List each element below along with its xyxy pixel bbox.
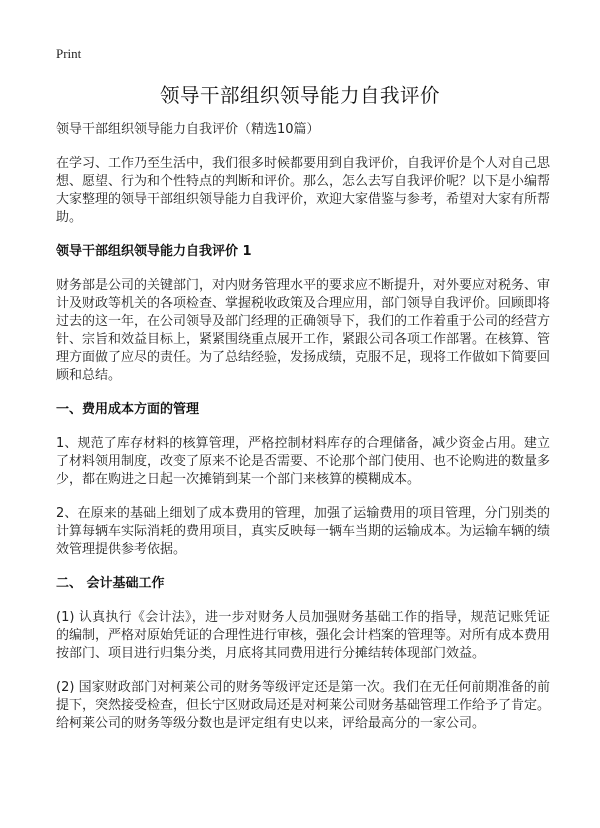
cost-item-1: 1、规范了库存材料的核算管理，严格控制材料库存的合理储备，减少资金占用。建立了材料领用制度，改变了原来不论是否需要、不论那个部门使用、也不论购进的数量多少，都在购进之日起一次摊销到某一个部门来核算的模糊成本。 <box>56 436 551 487</box>
accounting-item-1: (1) 认真执行《会计法》，进一步对财务人员加强财务基础工作的指导，规范记账凭证的编制，严格对原始凭证的合理性进行审核，强化会计档案的管理等。对所有成本费用按部门、项目进行归集分类，月底将其同费用进行分摊结转体现部门效益。 <box>56 610 551 661</box>
document-subtitle: 领导干部组织领导能力自我评价（精选10篇） <box>56 122 320 137</box>
section-heading-cost: 一、费用成本方面的管理 <box>56 402 200 417</box>
article-paragraph: 财务部是公司的关键部门，对内财务管理水平的要求应不断提升，对外要应对税务、审计及财政等机关的各项检查、掌握税收政策及合理应用，部门领导自我评价。回顾即将过去的这一年，在公司领导及部门经理的正确领导下，我们的工作着重于公司的经营方针、宗旨和效益目标上，紧紧围绕重点展开工作，紧跟公司各项工作部署。在核算、管理方面做了应尽的责任。为了总结经验，发扬成绩，克服不足，现将工作做如下简要回顾和总结。 <box>56 278 551 383</box>
accounting-item-2: (2) 国家财政部门对柯莱公司的财务等级评定还是第一次。我们在无任何前期准备的前提下，突然接受检查，但长宁区财政局还是对柯莱公司财务基础管理工作给予了肯定。给柯莱公司的财务等级分数也是评定组有史以来，评给最高分的一家公司。 <box>56 680 551 731</box>
article-heading: 领导干部组织领导能力自我评价 1 <box>56 244 252 259</box>
document-body <box>56 121 550 749</box>
section-heading-accounting: 二、 会计基础工作 <box>56 576 165 591</box>
cost-item-2: 2、在原来的基础上细划了成本费用的管理，加强了运输费用的项目管理，分门别类的计算每辆车实际消耗的费用项目，真实反映每一辆车当期的运输成本。为运输车辆的绩效管理提供参考依据。 <box>56 506 551 557</box>
intro-paragraph: 在学习、工作乃至生活中，我们很多时候都要用到自我评价，自我评价是个人对自己思想、愿望、行为和个性特点的判断和评价。那么，怎么去写自我评价呢？以下是小编帮大家整理的领导干部组织领导能力自我评价，欢迎大家借鉴与参考，希望对大家有所帮助。 <box>56 156 551 225</box>
print-link[interactable]: Print <box>56 46 82 61</box>
document-title: 领导干部组织领导能力自我评价 <box>159 84 440 107</box>
